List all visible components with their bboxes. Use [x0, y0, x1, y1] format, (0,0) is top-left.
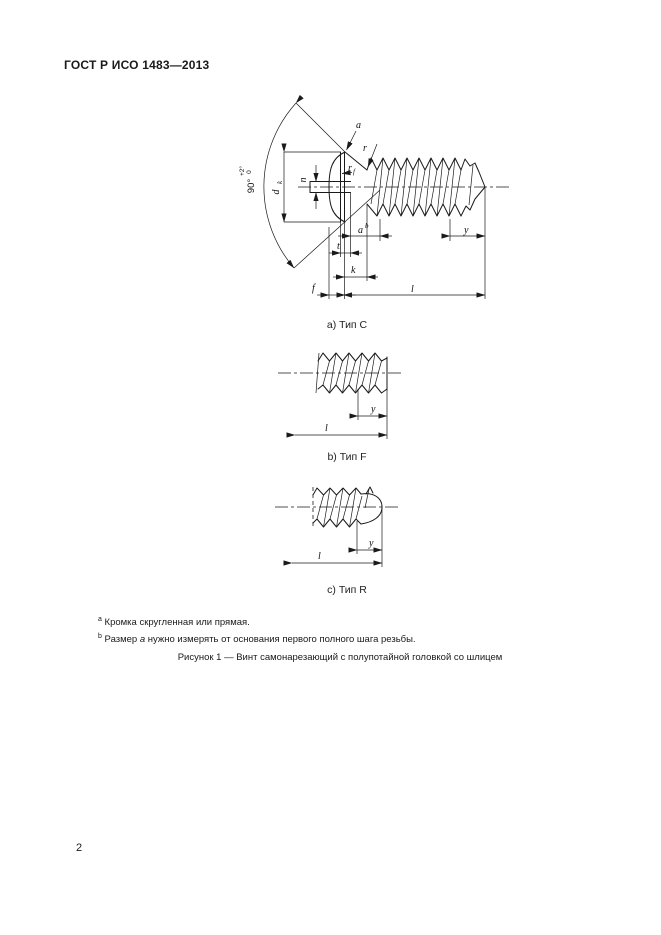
- label-l: l: [325, 423, 328, 434]
- leader-a: [347, 131, 357, 150]
- footnotes: [98, 613, 578, 646]
- label-k: k: [351, 265, 356, 276]
- cone-point-bottom: [461, 187, 485, 216]
- caption-type-r: c) Тип R: [327, 584, 367, 596]
- footnote-b-text-post: нужно измерять от основания первого полного шага резьбы.: [145, 633, 416, 645]
- page-number: 2: [76, 842, 83, 854]
- label-f: f: [312, 283, 315, 294]
- label-l: l: [411, 284, 414, 295]
- label-r: r: [363, 143, 367, 154]
- footnote-b: [98, 630, 578, 647]
- footnote-b-marker: b: [98, 632, 102, 640]
- label-l: l: [318, 551, 321, 562]
- label-y: y: [371, 404, 376, 415]
- label-angle-plus: +2°: [239, 165, 246, 177]
- figure-b-drawing: [270, 345, 420, 455]
- label-dk: d: [271, 189, 282, 195]
- dimension-lines: [292, 507, 382, 567]
- figure-c: [270, 475, 420, 585]
- footnote-b-dim-symbol: a: [139, 633, 146, 645]
- label-a-dim-sup: b: [365, 222, 369, 230]
- label-edge-a: a: [356, 120, 361, 131]
- label-rf: r: [348, 163, 352, 174]
- end-crest: [366, 487, 373, 494]
- figure-a-drawing: [230, 95, 515, 315]
- footnote-b-text-pre: Размер: [101, 633, 140, 645]
- cone-point-top: [461, 159, 485, 187]
- figure-c-drawing: [270, 475, 420, 585]
- label-y: y: [369, 538, 374, 549]
- leader-r: [368, 144, 377, 167]
- label-dk-sub: k: [276, 180, 284, 184]
- label-angle: 90°: [246, 178, 257, 194]
- round-end: [361, 494, 382, 524]
- dimension-lines: [284, 131, 485, 299]
- figure-title: Рисунок 1 — Винт самонарезающий с полупотайной головкой со шлицем: [177, 652, 503, 663]
- footnote-a: [98, 613, 578, 630]
- label-t: t: [337, 241, 340, 252]
- label-n: n: [298, 177, 309, 183]
- figure-b: [270, 345, 420, 455]
- caption-type-f: b) Тип F: [327, 451, 367, 463]
- label-y: y: [464, 225, 469, 236]
- label-rf-sub: f: [353, 168, 355, 176]
- caption-type-c: a) Тип C: [326, 319, 368, 331]
- countersink-arc: [264, 103, 380, 268]
- label-a-dim: a: [358, 225, 363, 236]
- figure-a: [230, 95, 515, 315]
- document-header: ГОСТ Р ИСО 1483—2013: [64, 58, 210, 72]
- label-angle-zero: 0: [246, 170, 253, 174]
- footnote-a-text: Кромка скругленная или прямая.: [101, 617, 250, 629]
- footnote-a-marker: a: [98, 616, 102, 623]
